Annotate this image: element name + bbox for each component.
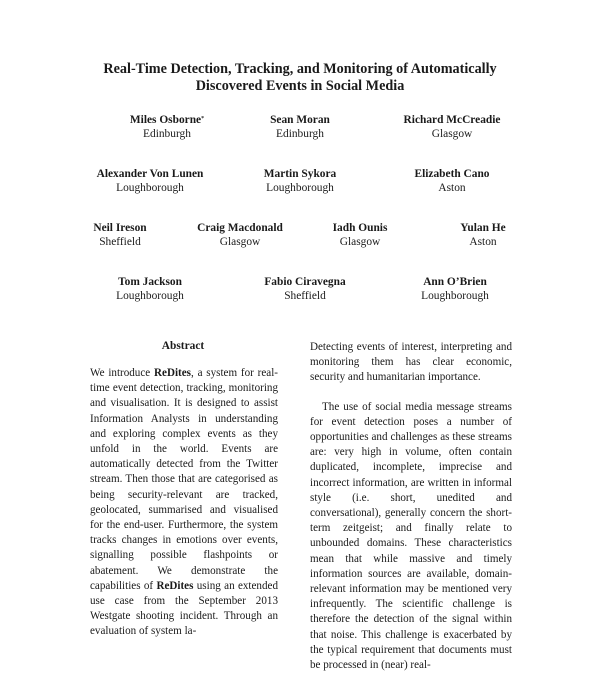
author-name: Fabio Ciravegna	[264, 276, 346, 288]
author-affiliation: Glasgow	[219, 236, 261, 248]
footnote-mark: *	[201, 116, 205, 122]
author-affiliation: Loughborough	[266, 182, 334, 194]
author-affiliation: Loughborough	[116, 290, 184, 302]
abstract-body	[90, 366, 278, 640]
author-name: Miles Osborne	[129, 114, 202, 126]
author-name: Craig Macdonald	[197, 222, 283, 234]
author-block	[190, 221, 290, 249]
author-block	[80, 167, 220, 195]
author-affiliation: Glasgow	[431, 128, 473, 140]
author-name: Sean Moran	[270, 114, 330, 126]
author-affiliation: Sheffield	[99, 236, 141, 248]
author-block	[245, 275, 365, 303]
introduction-column	[310, 340, 512, 673]
author-name: Richard McCreadie	[403, 114, 501, 126]
author-block	[405, 275, 505, 303]
author-block	[85, 221, 155, 249]
abstract-heading: Abstract	[161, 340, 205, 352]
author-block	[95, 275, 205, 303]
author-name: Ann O’Brien	[423, 276, 487, 288]
author-name: Alexander Von Lunen	[96, 168, 204, 180]
author-affiliation: Loughborough	[421, 290, 489, 302]
system-name: ReDites	[154, 367, 191, 379]
abstract-paragraph: We introduce ReDites, a system for real-time event detection, tracking, monitoring and visualisation. It is designed to assist Information Analysts in understanding and exploring complex events as they unfold in the world. Events are automatically detected from the Twitter stream. Then those that are categorised as being security-relevant are tracked, geolocated, summarised and visualised for the end-user. Furthermore, the system tracks changes in emotions over events, signalling possible flashpoints or abatement. We demonstrate the capabilities of ReDites using an extended use case from the September 2013 Westgate shooting incident. Through an evaluation of system la-	[90, 367, 279, 638]
author-name: Martin Sykora	[263, 168, 337, 180]
author-affiliation: Loughborough	[116, 182, 184, 194]
title-line-2: Discovered Events in Social Media	[195, 78, 405, 94]
author-name: Elizabeth Cano	[414, 168, 490, 180]
author-affiliation: Edinburgh	[276, 128, 324, 140]
author-affiliation: Aston	[438, 182, 466, 194]
author-affiliation: Glasgow	[339, 236, 381, 248]
paper-title	[0, 61, 600, 95]
author-name: Neil Ireson	[93, 222, 147, 234]
author-block	[240, 167, 360, 195]
title-line-1: Real-Time Detection, Tracking, and Monitoring of Automatically	[103, 61, 497, 77]
author-block	[448, 221, 518, 249]
author-affiliation: Edinburgh	[143, 128, 191, 140]
author-name: Tom Jackson	[118, 276, 182, 288]
author-name: Iadh Ounis	[332, 222, 388, 234]
author-affiliation: Sheffield	[284, 290, 326, 302]
author-affiliation: Aston	[469, 236, 497, 248]
system-name: ReDites	[156, 579, 194, 592]
body-paragraph-1: Detecting events of interest, interpreting and monitoring them has clear economic, security and humanitarian importance.	[310, 341, 512, 384]
author-block	[97, 113, 237, 141]
body-paragraph-2: The use of social media message streams for event detection poses a number of opportunities and challenges as these streams are: very high in volume, often contain duplicated, incomplete, imprecise and incorrect information, are written in informal style (i.e. short, unedited and conversational), generally concern the short-term zeitgeist; and finally relate to unbounded domains. These characteristics mean that while massive and timely information sources are available, domain-relevant information may be mentioned very infrequently. The scientific challenge is therefore the detection of the signal within that noise. This challenge is exacerbated by the typical requirement that documents must be processed in (near) real-	[310, 400, 512, 672]
author-block	[320, 221, 400, 249]
author-block	[382, 113, 522, 141]
author-name: Yulan He	[460, 222, 506, 234]
author-block	[240, 113, 360, 141]
author-block	[382, 167, 522, 195]
